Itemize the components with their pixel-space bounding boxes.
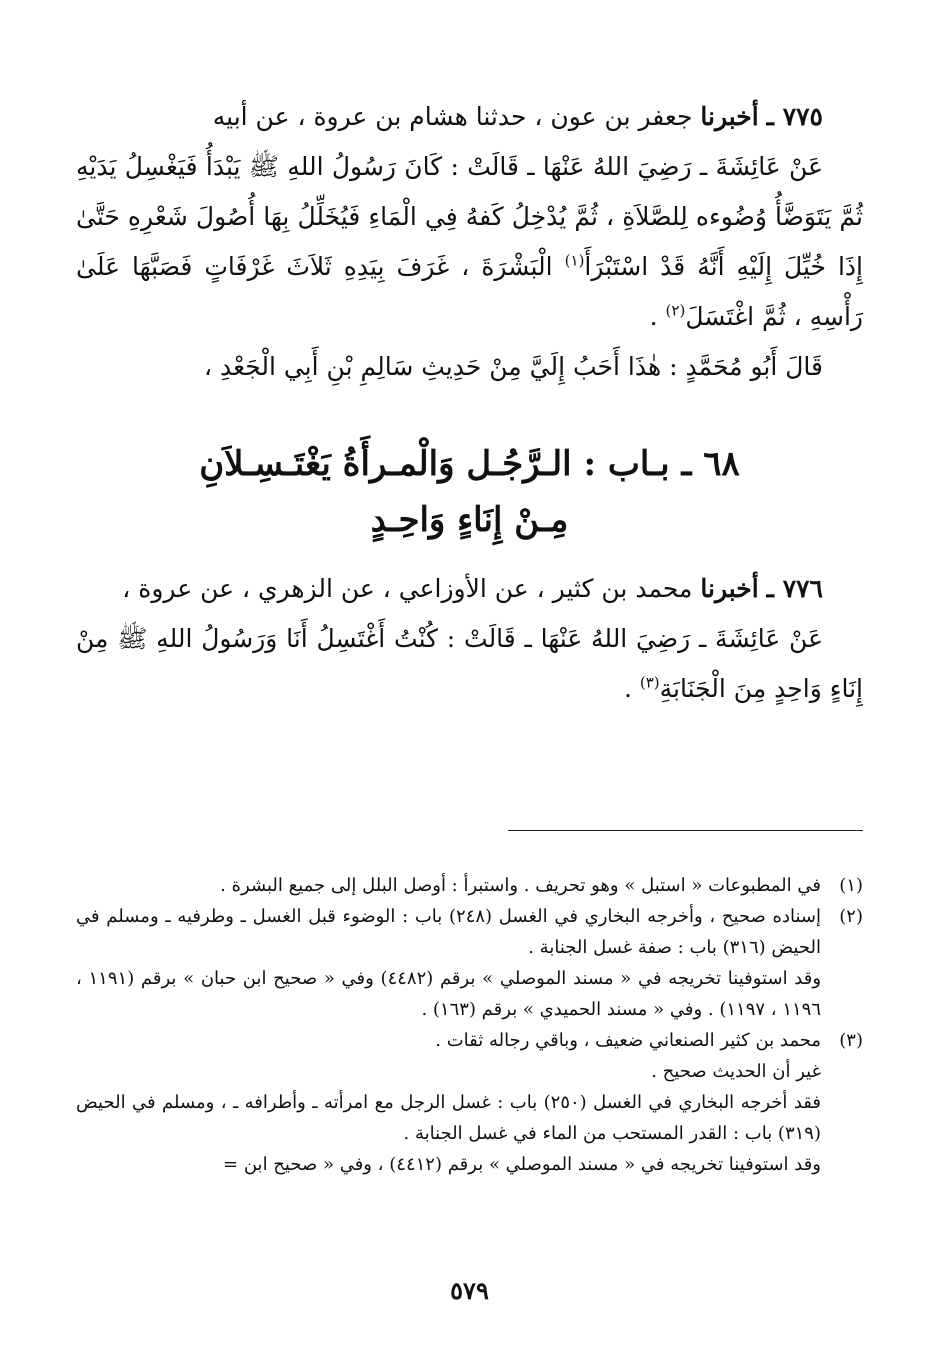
- footnote-number: (١): [839, 875, 863, 896]
- footnote-3: [76, 1025, 863, 1180]
- footnotes: [76, 870, 863, 1180]
- footnote-text: في المطبوعات « استبل » وهو تحريف . واستبرأ : أوصل البلل إلى جميع البشرة .: [220, 875, 821, 896]
- hadith-isnad: محمد بن كثير ، عن الأوزاعي ، عن الزهري ، عن عروة ،: [122, 574, 693, 603]
- chapter-title-line-1: ٦٨ ـ بـاب : الـرَّجُـل وَالْمـرأَةُ يَغْتَـسِـلاَنِ: [199, 444, 740, 484]
- footnote-body: [76, 1025, 821, 1180]
- footnote-text: غير أن الحديث صحيح .: [651, 1061, 821, 1082]
- footnote-body: [76, 870, 821, 901]
- chapter-heading: [76, 436, 863, 548]
- footnote-text: محمد بن كثير الصنعاني ضعيف ، وباقي رجاله ثقات .: [435, 1030, 821, 1051]
- hadith-matn: عَنْ عَائِشَةَ ـ رَضِيَ اللهُ عَنْهَا ـ قَالَتْ : كَانَ رَسُولُ اللهِ ﷺ يَبْدَأُ فَيَغْسِلُ يَدَيْهِ ثُمَّ يَتَوَضَّأُ وُضُوءه لِلصَّلاَةِ ، ثُمَّ يُدْخِلُ كَفهُ فِي الْمَاءِ فَيُخَلِّلُ بِهَا أُصُولَ شَعْرِهِ حَتَّىٰ إِذَا خُيِّلَ إِلَيْهِ أَنَّهُ قَدْ اسْتَبْرَأَ: [76, 152, 863, 281]
- footnote-ref-1[interactable]: (١): [564, 251, 585, 270]
- hadith-775-matn: [76, 142, 863, 342]
- footnote-body: [76, 901, 821, 1025]
- hadith-matn: عَنْ عَائِشَةَ ـ رَضِيَ اللهُ عَنْهَا ـ قَالَتْ : كُنْتُ أَغْتَسِلُ أَنَا وَرَسُولُ اللهِ ﷺ مِنْ إِنَاءٍ وَاحِدٍ مِنَ الْجَنَابَةِ: [76, 624, 863, 703]
- footnote-ref-3[interactable]: (٣): [639, 673, 660, 692]
- footnote-2: [76, 901, 863, 1025]
- footnote-text: فقد أخرجه البخاري في الغسل (٢٥٠) باب : غسل الرجل مع امرأته ـ وأطرافه ـ ، ومسلم في الحيض (٣١٩) باب : القدر المستحب من الماء في غسل الجنابة .: [76, 1092, 821, 1144]
- footnote-1: [76, 870, 863, 901]
- end-mark: .: [649, 302, 658, 331]
- end-mark: .: [623, 674, 632, 703]
- footnote-divider: [508, 830, 863, 831]
- footnote-text: وقد استوفينا تخريجه في « مسند الموصلي » برقم (٤٤٨٢) وفي « صحيح ابن حبان » برقم (١١٩١ ، ١١٩٦ ، ١١٩٧) . وفي « مسند الحميدي » برقم (١٦٣) .: [76, 968, 822, 1020]
- author-comment: قَالَ أَبُو مُحَمَّدٍ : هٰذَا أَحَبُ إِلَيَّ مِنْ حَدِيثِ سَالِمِ بْنِ أَبِي الْجَعْدِ ،: [204, 352, 823, 381]
- footnote-text: إسناده صحيح ، وأخرجه البخاري في الغسل (٢٤٨) باب : الوضوء قبل الغسل ـ وطرفيه ـ ومسلم في الحيض (٣١٦) باب : صفة غسل الجنابة .: [76, 906, 821, 958]
- hadith-isnad: جعفر بن عون ، حدثنا هشام بن عروة ، عن أبيه: [212, 102, 693, 131]
- hadith-lead-word: أخبرنا: [700, 574, 759, 603]
- hadith-776-matn: [76, 614, 863, 714]
- page-number: ٥٧٩: [450, 1276, 489, 1305]
- footnote-number: (٢): [839, 906, 863, 927]
- hadith-776-isnad: [76, 564, 863, 614]
- main-text: [76, 92, 863, 714]
- hadith-number: ٧٧٥ ـ: [766, 102, 823, 131]
- hadith-matn-end: الْبَشْرَةَ ، غَرَفَ بِيَدِهِ ثَلاَثَ غَرْفَاتٍ فَصَبَّهَا عَلَىٰ رَأْسِهِ ، ثُمَّ اغْتَسَلَ: [76, 252, 863, 331]
- chapter-title-line-2: مِـنْ إِنَاءٍ وَاحِـدٍ: [370, 500, 569, 540]
- hadith-lead-word: أخبرنا: [700, 102, 759, 131]
- hadith-number: ٧٧٦ ـ: [766, 574, 823, 603]
- footnote-number: (٣): [839, 1030, 863, 1051]
- footnote-text: وقد استوفينا تخريجه في « مسند الموصلي » برقم (٤٤١٢) ، وفي « صحيح ابن =: [223, 1154, 821, 1175]
- footnote-ref-2[interactable]: (٢): [665, 301, 686, 320]
- hadith-775-isnad: [76, 92, 863, 142]
